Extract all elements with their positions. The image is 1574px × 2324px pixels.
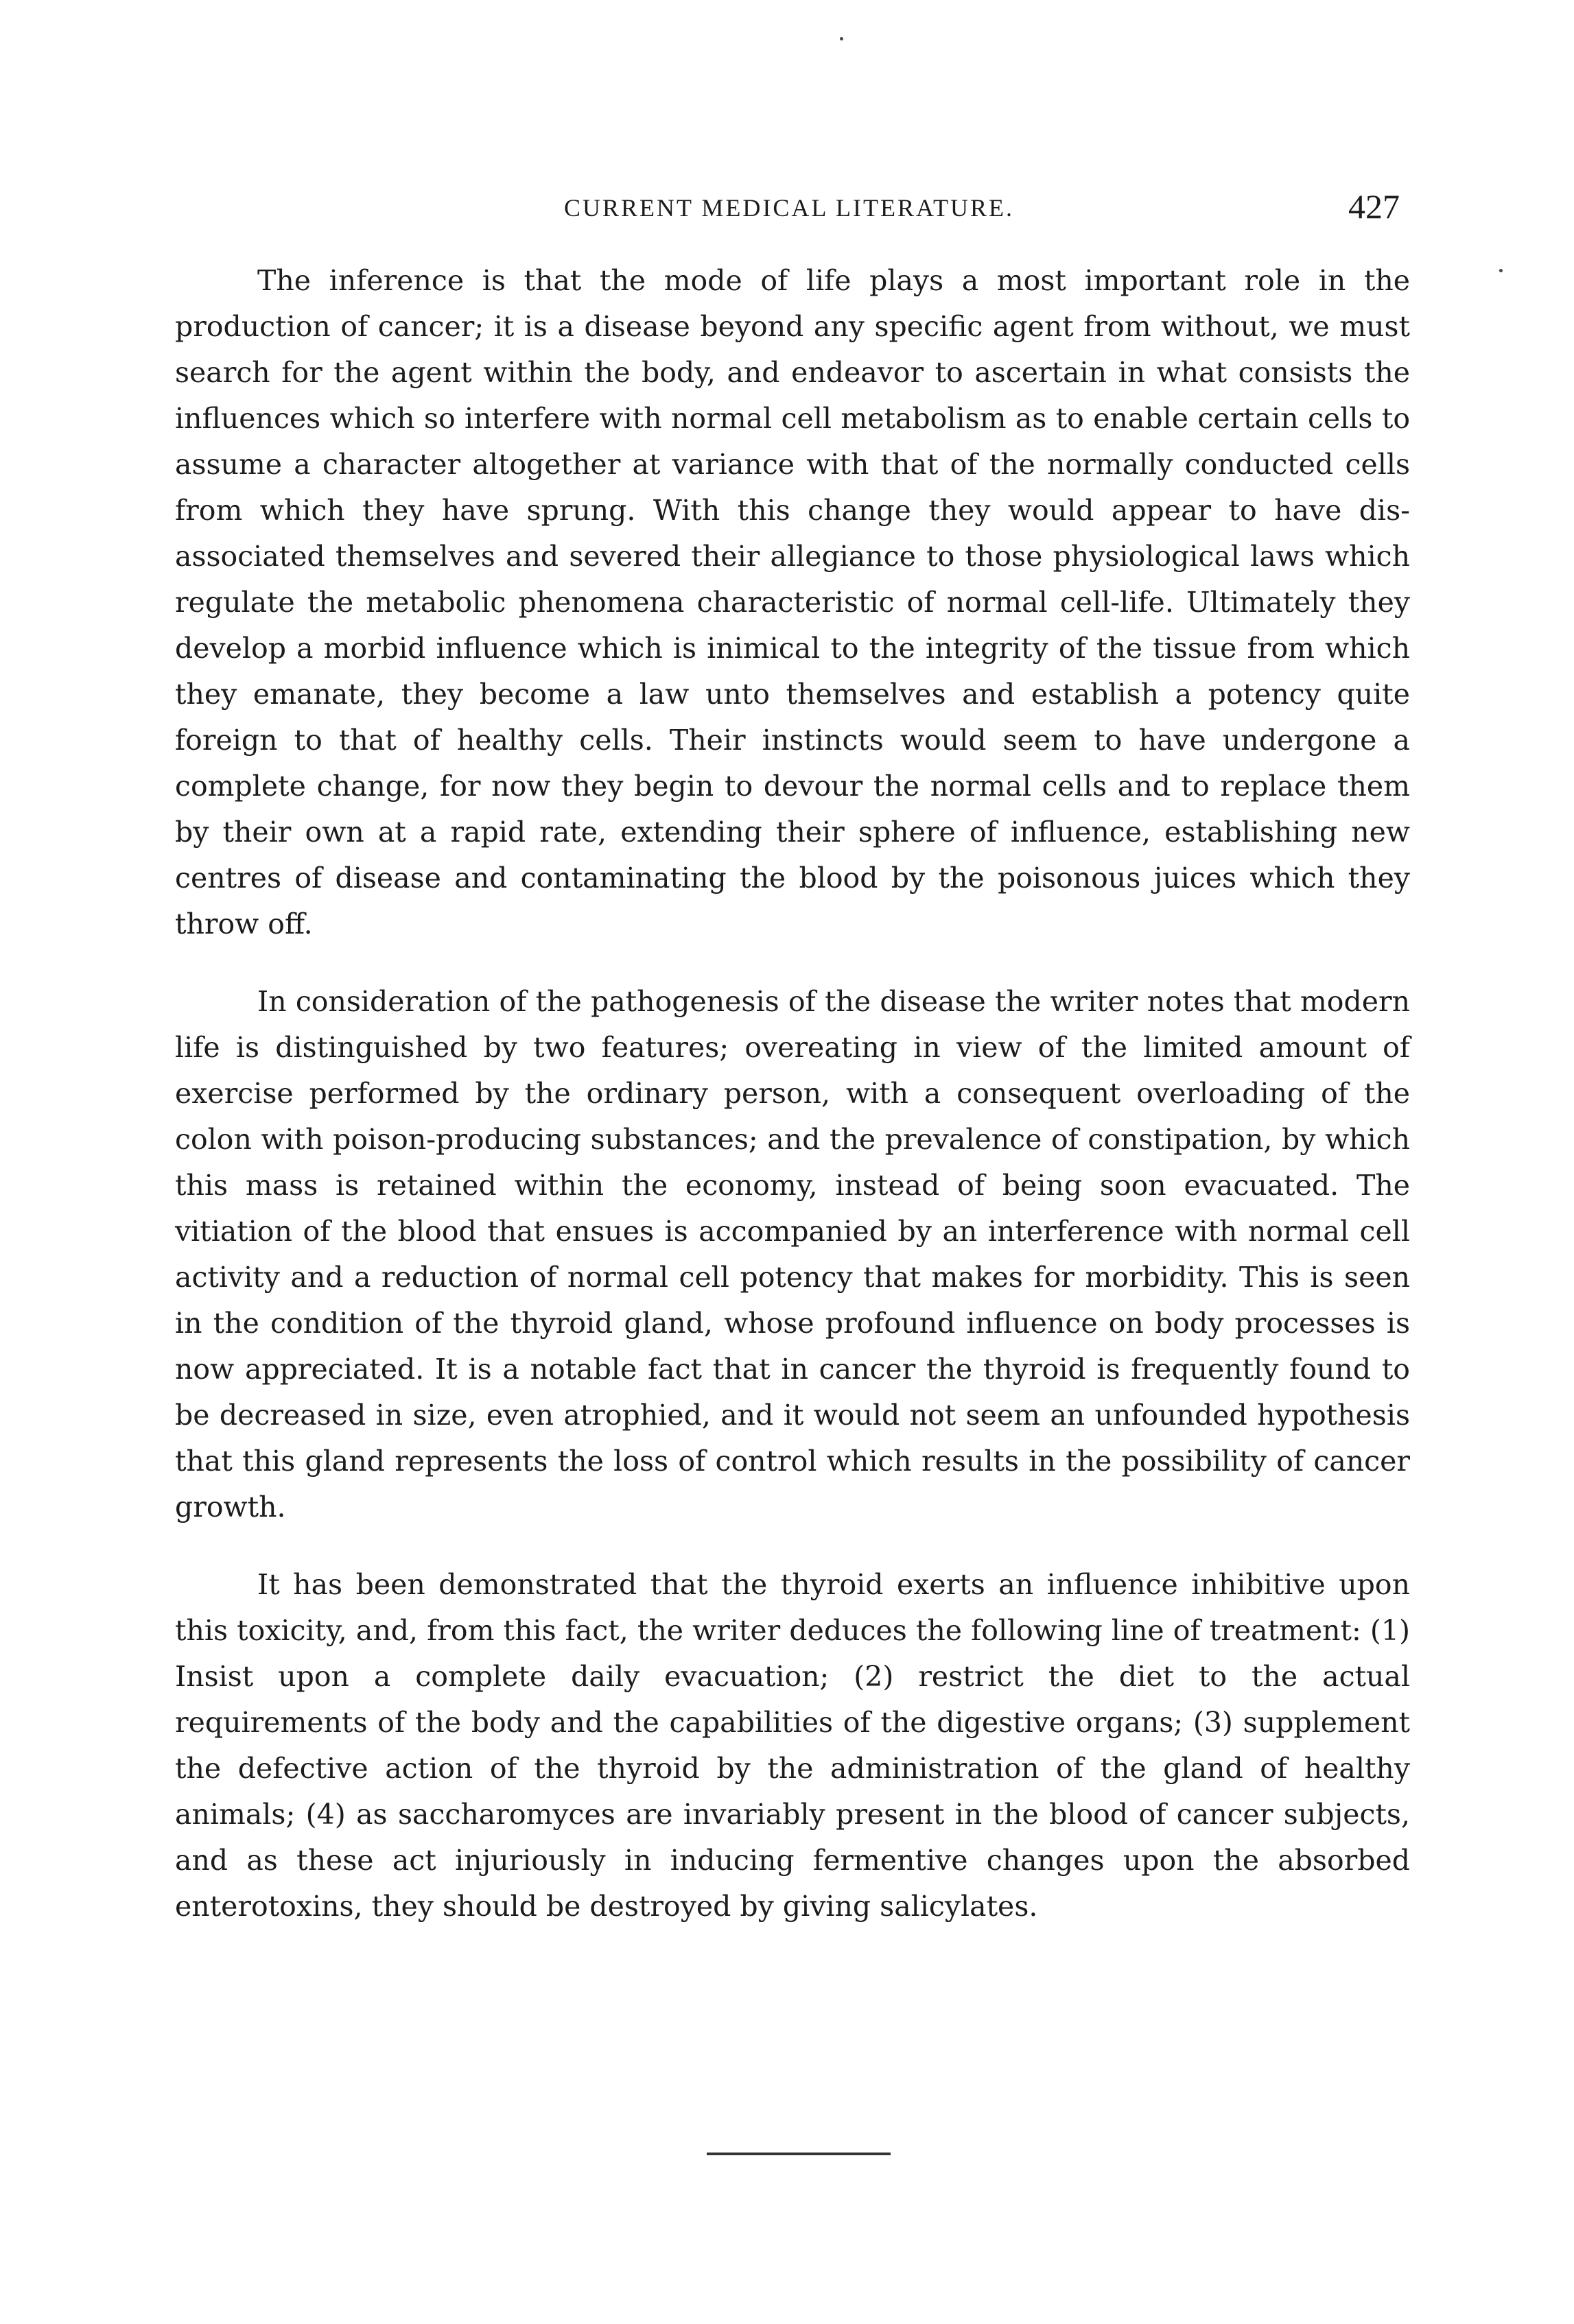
scan-speck: [840, 37, 843, 40]
section-end-rule: [707, 2153, 891, 2155]
paragraph-pathogenesis: In consideration of the pathogenesis of the disease the writer notes that modern life is distinguished by two features; overeating in view of the limited amount of exercise performed by the ordinary person, with a consequent overloading of the colon with poison-producing substances; and the prevalence of constipation, by which this mass is retained within the economy, instead of being soon evacuated. The vitiation of the blood that ensues is accompanied by an interference with normal cell activity and a reduction of normal cell potency that makes for morbidity. This is seen in the condition of the thyroid gland, whose profound influence on body processes is now appreciated. It is a notable fact that in cancer the thyroid is frequently found to be decreased in size, even atrophied, and it would not seem an unfounded hypothesis that this gland represents the loss of control which results in the possibility of cancer growth.: [175, 985, 1410, 1523]
running-title: CURRENT MEDICAL LITERATURE.: [564, 194, 1014, 222]
page-number: 427: [1348, 187, 1400, 226]
article-body: [175, 258, 1410, 1930]
running-head: [172, 187, 1407, 230]
paragraph-inference: The inference is that the mode of life plays a most important role in the production of cancer; it is a disease beyond any specific agent from without, we must search for the agent within the body, and endeavor to ascertain in what consists the influences which so interfere with normal cell metabolism as to enable certain cells to assume a character altogether at variance with that of the normally conducted cells from which they have sprung. With this change they would appear to have disassociated themselves and severed their allegiance to those physiological laws which regulate the metabolic phenomena characteristic of normal cell-life. Ultimately they develop a morbid influence which is inimical to the integrity of the tissue from which they emanate, they become a law unto themselves and establish a potency quite foreign to that of healthy cells. Their instincts would seem to have undergone a complete change, for now they begin to devour the normal cells and to replace them by their own at a rapid rate, extending their sphere of influence, establishing new centres of disease and contaminating the blood by the poisonous juices which they throw off.: [175, 264, 1410, 940]
scan-speck: [1499, 269, 1503, 272]
paragraph-treatment: It has been demonstrated that the thyroid exerts an influence inhibitive upon this toxicity, and, from this fact, the writer deduces the following line of treatment: (1) Insist upon a complete daily evacuation; (2) restrict the diet to the actual requirements of the body and the capabilities of the digestive organs; (3) supplement the defective action of the thyroid by the administration of the gland of healthy animals; (4) as saccharomyces are invariably present in the blood of cancer subjects, and as these act injuriously in inducing fermentive changes upon the absorbed enterotoxins, they should be destroyed by giving salicylates.: [175, 1568, 1410, 1923]
